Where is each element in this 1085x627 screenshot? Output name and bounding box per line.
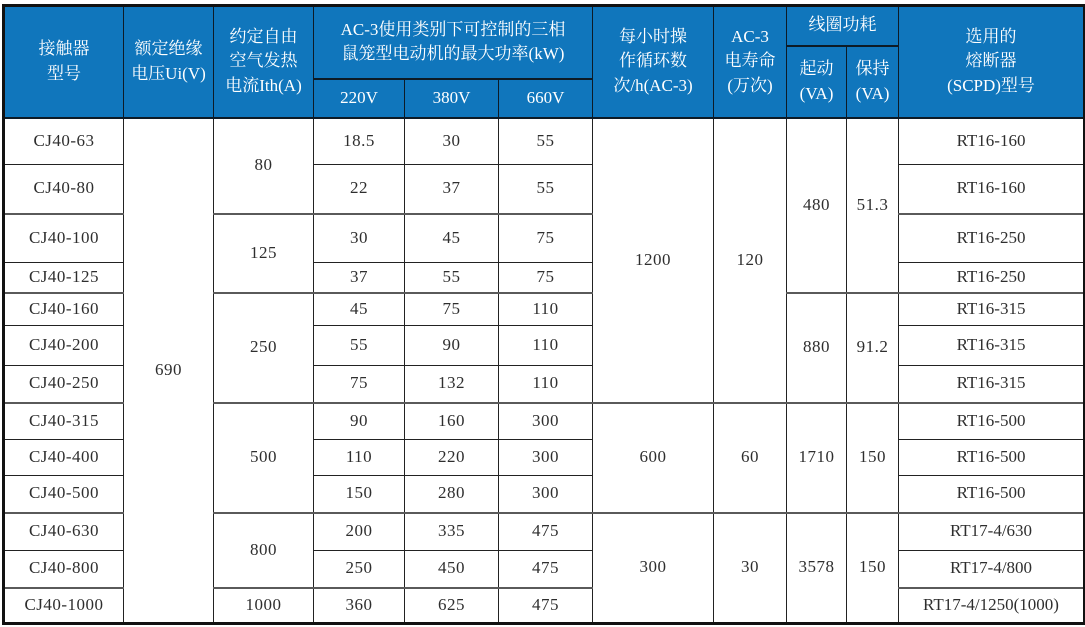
- header-cell-coil-start: 起动 (VA): [787, 46, 847, 118]
- kw-220v-cell: 90: [314, 403, 405, 440]
- header-cell-fuse-type: 选用的 熔断器 (SCPD)型号: [899, 6, 1085, 118]
- ith-cell: 250: [214, 293, 314, 403]
- coil-hold-cell: 51.3: [847, 118, 899, 293]
- kw-380v-cell: 625: [405, 588, 499, 624]
- kw-660v-cell: 300: [499, 440, 593, 476]
- header-cell-380v: 380V: [405, 79, 499, 118]
- header-cell-insulation-voltage: 额定绝缘 电压Ui(V): [124, 6, 214, 118]
- coil-start-cell: 3578: [787, 513, 847, 624]
- header-cell-operating-cycles: 每小时操 作循环数 次/h(AC-3): [593, 6, 714, 118]
- kw-660v-cell: 55: [499, 165, 593, 214]
- fuse-cell: RT16-160: [899, 165, 1085, 214]
- fuse-cell: RT16-500: [899, 440, 1085, 476]
- kw-380v-cell: 280: [405, 476, 499, 513]
- fuse-cell: RT16-160: [899, 118, 1085, 165]
- kw-380v-cell: 335: [405, 513, 499, 551]
- kw-380v-cell: 45: [405, 214, 499, 263]
- kw-380v-cell: 132: [405, 366, 499, 403]
- model-cell: CJ40-250: [4, 366, 124, 403]
- model-cell: CJ40-800: [4, 551, 124, 588]
- model-cell: CJ40-80: [4, 165, 124, 214]
- kw-660v-cell: 300: [499, 403, 593, 440]
- electrical-life-cell: 60: [714, 403, 787, 513]
- coil-hold-cell: 150: [847, 403, 899, 513]
- kw-220v-cell: 150: [314, 476, 405, 513]
- ith-cell: 800: [214, 513, 314, 588]
- ops-cycles-cell: 1200: [593, 118, 714, 403]
- model-cell: CJ40-500: [4, 476, 124, 513]
- kw-220v-cell: 22: [314, 165, 405, 214]
- kw-660v-cell: 475: [499, 513, 593, 551]
- electrical-life-cell: 120: [714, 118, 787, 403]
- kw-220v-cell: 200: [314, 513, 405, 551]
- kw-660v-cell: 75: [499, 263, 593, 293]
- header-cell-220v: 220V: [314, 79, 405, 118]
- kw-220v-cell: 55: [314, 326, 405, 366]
- ops-cycles-cell: 600: [593, 403, 714, 513]
- header-cell-660v: 660V: [499, 79, 593, 118]
- fuse-cell: RT16-250: [899, 214, 1085, 263]
- kw-380v-cell: 450: [405, 551, 499, 588]
- coil-hold-cell: 91.2: [847, 293, 899, 403]
- kw-220v-cell: 360: [314, 588, 405, 624]
- header-cell-max-power-group: AC-3使用类别下可控制的三相 鼠笼型电动机的最大功率(kW): [314, 6, 593, 79]
- kw-380v-cell: 160: [405, 403, 499, 440]
- fuse-cell: RT17-4/1250(1000): [899, 588, 1085, 624]
- header-cell-thermal-current: 约定自由 空气发热 电流Ith(A): [214, 6, 314, 118]
- kw-660v-cell: 110: [499, 293, 593, 326]
- kw-220v-cell: 110: [314, 440, 405, 476]
- kw-660v-cell: 75: [499, 214, 593, 263]
- header-cell-model: 接触器 型号: [4, 6, 124, 118]
- model-cell: CJ40-630: [4, 513, 124, 551]
- header-cell-coil-hold: 保持 (VA): [847, 46, 899, 118]
- kw-380v-cell: 30: [405, 118, 499, 165]
- header-cell-coil-power-group: 线圈功耗: [787, 6, 899, 46]
- header-cell-electrical-life: AC-3 电寿命 (万次): [714, 6, 787, 118]
- kw-380v-cell: 75: [405, 293, 499, 326]
- model-cell: CJ40-315: [4, 403, 124, 440]
- model-cell: CJ40-1000: [4, 588, 124, 624]
- fuse-cell: RT16-500: [899, 476, 1085, 513]
- kw-660v-cell: 110: [499, 326, 593, 366]
- kw-380v-cell: 55: [405, 263, 499, 293]
- model-cell: CJ40-200: [4, 326, 124, 366]
- kw-220v-cell: 75: [314, 366, 405, 403]
- kw-660v-cell: 475: [499, 588, 593, 624]
- fuse-cell: RT16-315: [899, 293, 1085, 326]
- ith-cell: 1000: [214, 588, 314, 624]
- kw-660v-cell: 110: [499, 366, 593, 403]
- ith-cell: 125: [214, 214, 314, 293]
- header-row-1: [4, 6, 1085, 46]
- kw-220v-cell: 250: [314, 551, 405, 588]
- kw-660v-cell: 300: [499, 476, 593, 513]
- fuse-cell: RT16-315: [899, 366, 1085, 403]
- coil-start-cell: 480: [787, 118, 847, 293]
- model-cell: CJ40-125: [4, 263, 124, 293]
- electrical-life-cell: 30: [714, 513, 787, 624]
- fuse-cell: RT16-315: [899, 326, 1085, 366]
- kw-380v-cell: 90: [405, 326, 499, 366]
- model-cell: CJ40-400: [4, 440, 124, 476]
- kw-380v-cell: 37: [405, 165, 499, 214]
- coil-start-cell: 880: [787, 293, 847, 403]
- fuse-cell: RT16-250: [899, 263, 1085, 293]
- kw-220v-cell: 18.5: [314, 118, 405, 165]
- contactor-spec-table: [2, 4, 1085, 625]
- coil-hold-cell: 150: [847, 513, 899, 624]
- model-cell: CJ40-160: [4, 293, 124, 326]
- kw-660v-cell: 55: [499, 118, 593, 165]
- kw-660v-cell: 475: [499, 551, 593, 588]
- coil-start-cell: 1710: [787, 403, 847, 513]
- kw-220v-cell: 45: [314, 293, 405, 326]
- ith-cell: 500: [214, 403, 314, 513]
- insulation-voltage-cell: 690: [124, 118, 214, 624]
- model-cell: CJ40-63: [4, 118, 124, 165]
- kw-380v-cell: 220: [405, 440, 499, 476]
- model-cell: CJ40-100: [4, 214, 124, 263]
- table-row: [4, 118, 1085, 165]
- ops-cycles-cell: 300: [593, 513, 714, 624]
- kw-220v-cell: 30: [314, 214, 405, 263]
- fuse-cell: RT17-4/630: [899, 513, 1085, 551]
- fuse-cell: RT16-500: [899, 403, 1085, 440]
- fuse-cell: RT17-4/800: [899, 551, 1085, 588]
- ith-cell: 80: [214, 118, 314, 214]
- kw-220v-cell: 37: [314, 263, 405, 293]
